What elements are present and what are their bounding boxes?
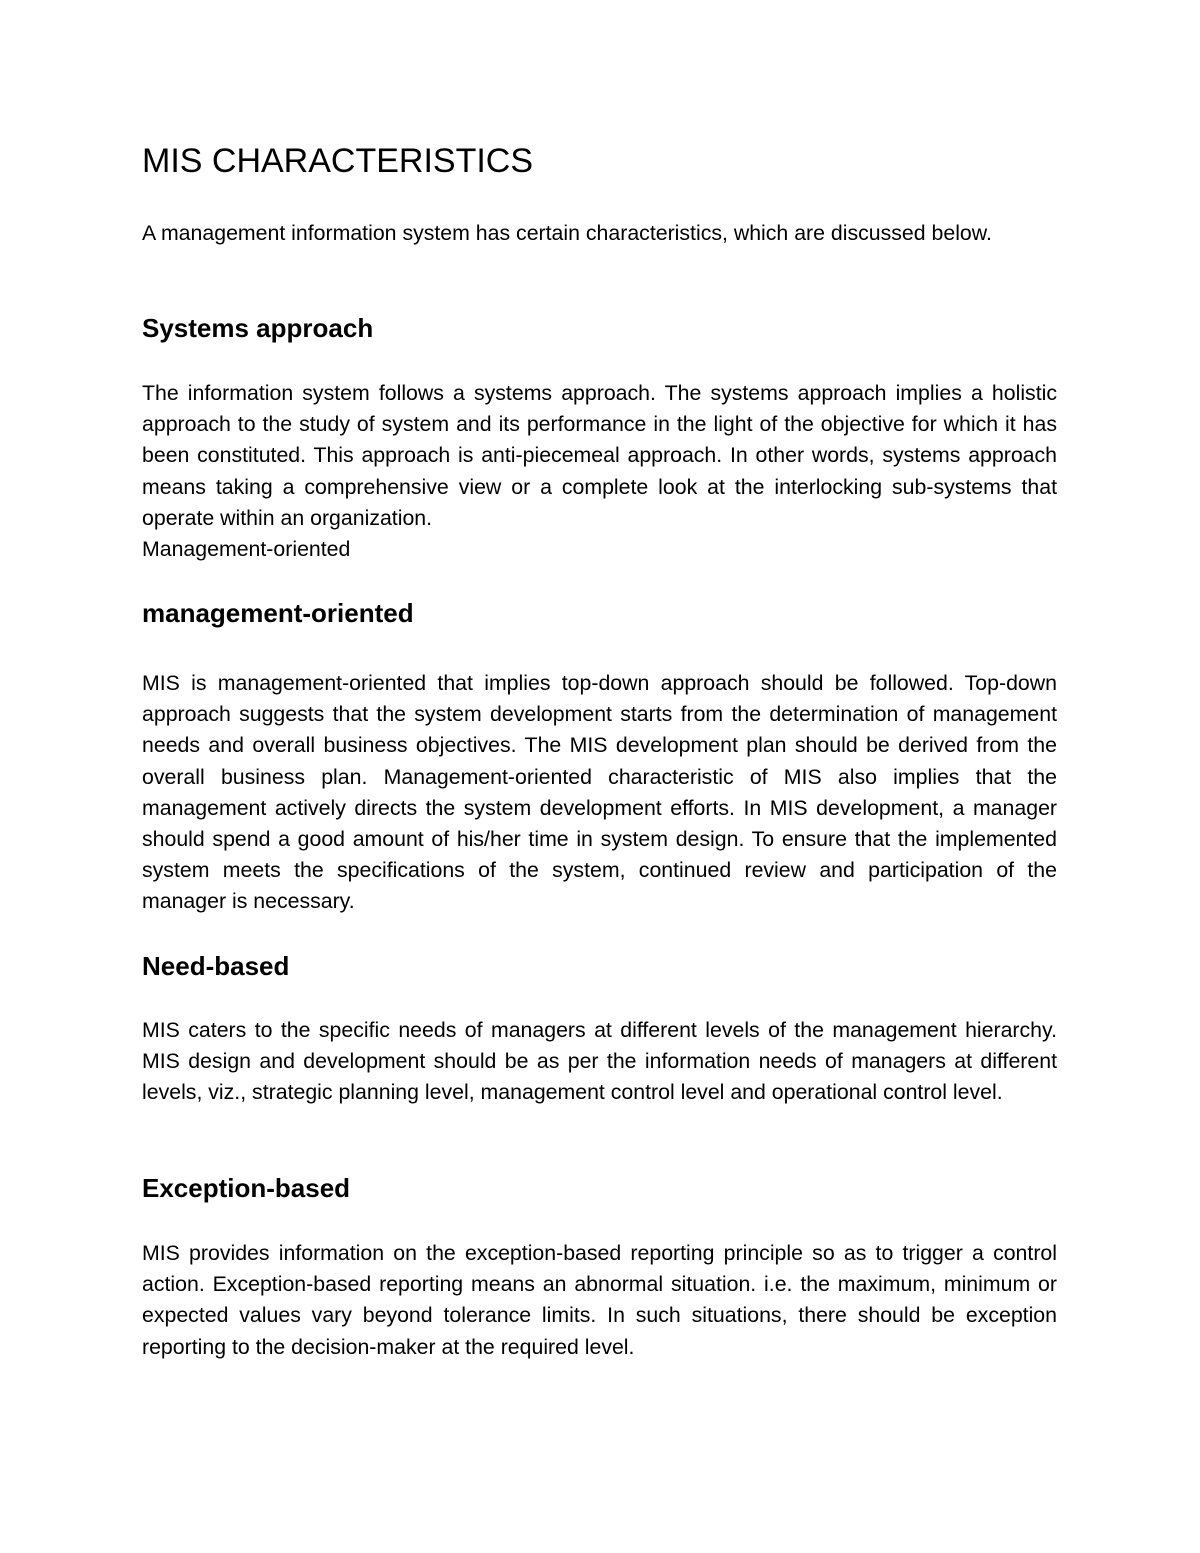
intro-paragraph: A management information system has certain characteristics, which are discussed below.	[142, 221, 992, 245]
section-body-exception-based: MIS provides information on the exception-based reporting principle so as to trigger a control action. Exception-based reporting means an abnormal situation. i.e. the maximum, minimum or expected values vary beyond tolerance limits. In such situations, there should be exception reporting to the decision-maker at the required level.	[142, 1241, 1057, 1359]
section-heading-management-oriented: management-oriented	[142, 598, 414, 628]
section-heading-need-based: Need-based	[142, 951, 290, 981]
section-body-systems-approach: The information system follows a systems approach. The systems approach implies a holistic approach to the study of system and its performance in the light of the objective for which it has been constituted. This approach is anti-piecemeal approach. In other words, systems approach means taking a comprehensive view or a complete look at the interlocking sub-systems that operate within an organization.	[142, 381, 1057, 530]
section-heading-systems-approach: Systems approach	[142, 313, 374, 343]
page-title: MIS CHARACTERISTICS	[142, 142, 534, 180]
section-trailing-line: Management-oriented	[142, 537, 351, 561]
section-heading-exception-based: Exception-based	[142, 1173, 351, 1203]
section-body-management-oriented: MIS is management-oriented that implies top-down approach should be followed. Top-down approach suggests that the system development starts from the determination of management needs and overall business objectives. The MIS development plan should be derived from the overall business plan. Management-oriented characteristic of MIS also implies that the management actively directs the system development efforts. In MIS development, a manager should spend a good amount of his/her time in system design. To ensure that the implemented system meets the specifications of the system, continued review and participation of the manager is necessary.	[142, 671, 1057, 914]
section-body-need-based: MIS caters to the specific needs of managers at different levels of the management hierarchy. MIS design and development should be as per the information needs of managers at different levels, viz., strategic planning level, management control level and operational control level.	[142, 1018, 1057, 1105]
